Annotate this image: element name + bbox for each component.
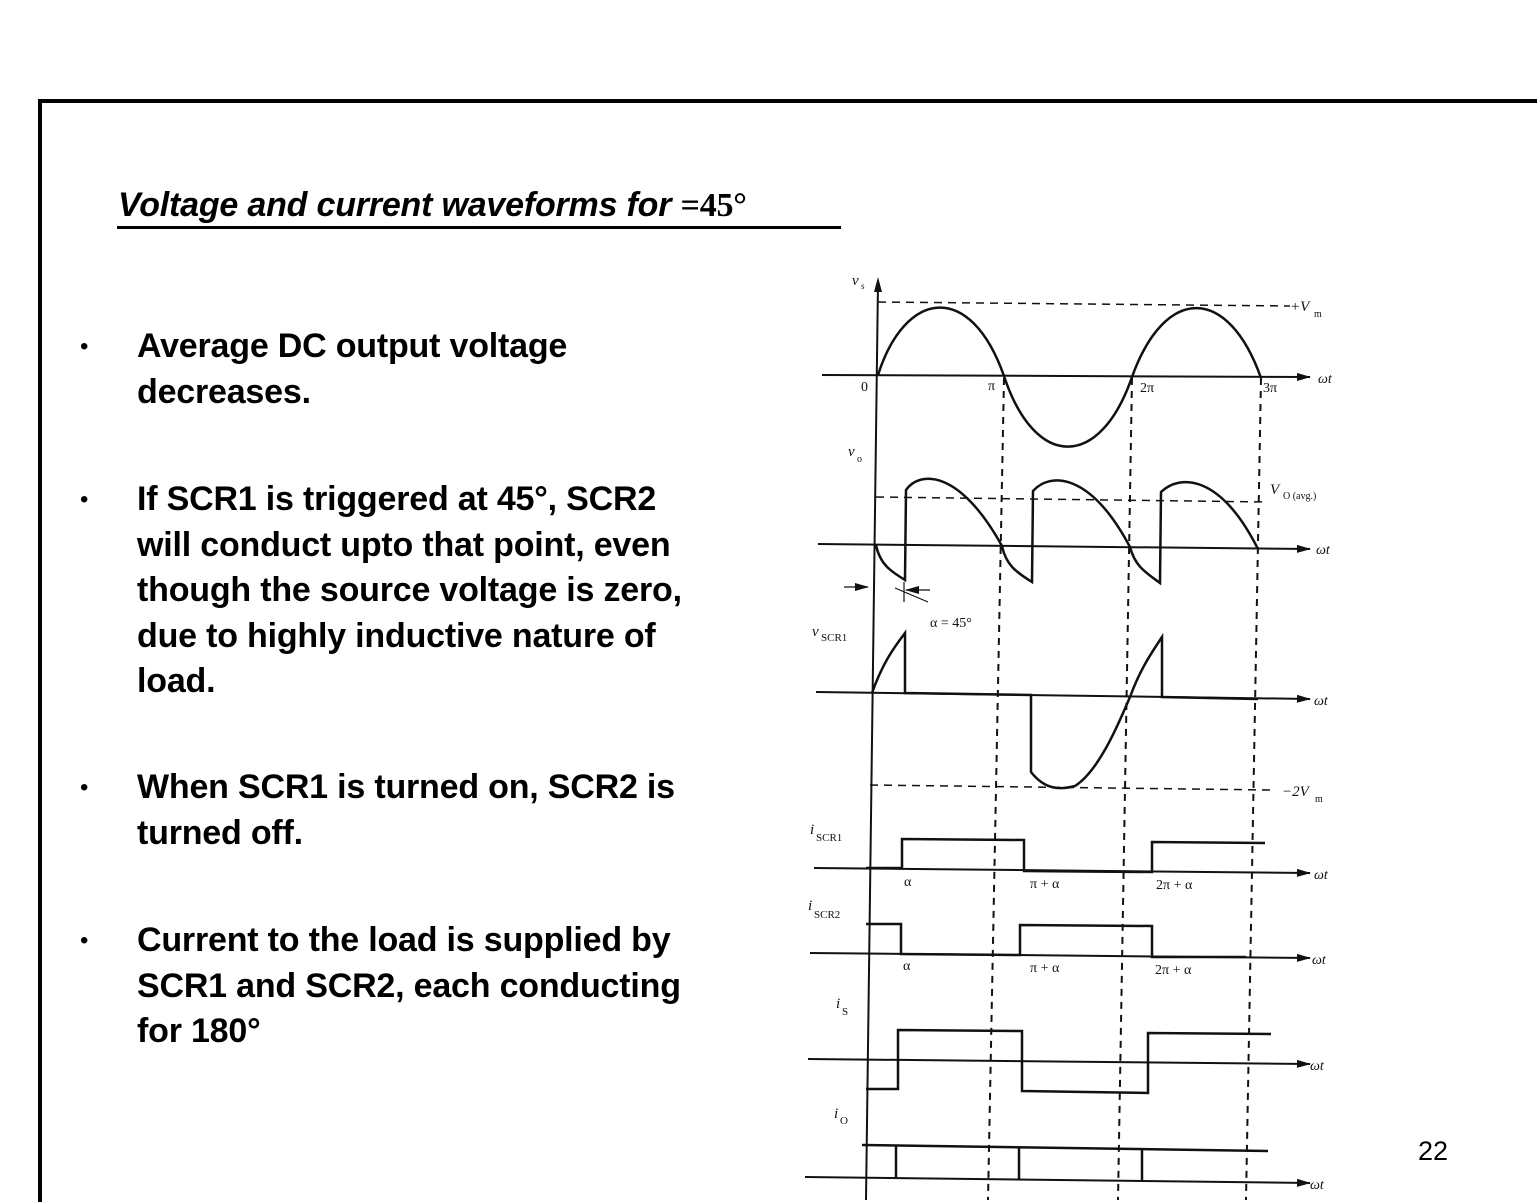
neg-2vm-label: −2V [1282, 784, 1309, 800]
omega-t-label: ωt [1310, 1178, 1324, 1193]
svg-text:o: o [857, 454, 862, 465]
bullet-text: When SCR1 is turned on, SCR2 is turned off. [137, 768, 675, 852]
vo-avg-label: V [1270, 482, 1280, 498]
vm-peak-label: +V [1290, 299, 1310, 315]
svg-text:α: α [904, 875, 912, 890]
omega-t-label: ωt [1316, 543, 1330, 558]
omega-t-label: ωt [1314, 868, 1328, 883]
is-label: i [836, 996, 841, 1012]
omega-t-label: ωt [1318, 372, 1332, 387]
svg-text:2π + α: 2π + α [1155, 963, 1192, 978]
vscr1-label: v [812, 624, 819, 640]
bullet-dot: • [80, 774, 89, 801]
svg-text:π + α: π + α [1030, 961, 1060, 976]
svg-text:SCR1: SCR1 [816, 832, 843, 844]
page-number: 22 [1418, 1136, 1449, 1166]
omega-t-label: ωt [1310, 1059, 1324, 1074]
title-text: Voltage and current waveforms for [118, 186, 681, 224]
axis-arrow-icon [874, 277, 882, 292]
bullet-text: If SCR1 is triggered at 45°, SCR2 will conduct upto that point, even though the source voltage is zero, due to highly inductive nature of load. [137, 480, 682, 700]
tick-3pi: 3π [1263, 381, 1278, 396]
vo-label: v [848, 444, 855, 460]
bullet-dot: • [80, 927, 89, 954]
title-symbol: =45° [680, 187, 747, 224]
svg-text:SCR2: SCR2 [814, 909, 841, 921]
vertical-axis [866, 282, 878, 1200]
svg-text:m: m [1314, 309, 1322, 320]
svg-text:α: α [903, 959, 911, 974]
svg-text:π + α: π + α [1030, 877, 1060, 892]
vs-label: v [852, 273, 859, 289]
io-label: i [834, 1106, 839, 1122]
tick-2pi: 2π [1140, 381, 1155, 396]
iscr2-label: i [808, 898, 813, 914]
svg-text:O (avg.): O (avg.) [1283, 491, 1317, 502]
tick-0: 0 [861, 380, 868, 395]
tick-pi: π [988, 379, 996, 394]
svg-text:s: s [861, 281, 865, 291]
bullet-text: Average DC output voltage decreases. [137, 327, 568, 411]
iscr1-label: i [810, 822, 815, 838]
omega-t-label: ωt [1314, 694, 1328, 709]
bullet-dot: • [80, 486, 89, 513]
svg-text:O: O [840, 1115, 848, 1127]
omega-t-label: ωt [1312, 953, 1326, 968]
svg-text:SCR1: SCR1 [821, 632, 848, 644]
svg-text:S: S [842, 1006, 849, 1018]
bullet-text: Current to the load is supplied by SCR1 and SCR2, each conducting for 180° [137, 921, 681, 1050]
alpha-note: α = 45° [930, 616, 972, 631]
bullet-dot: • [80, 333, 89, 360]
svg-text:2π + α: 2π + α [1156, 878, 1193, 893]
svg-text:m: m [1315, 794, 1323, 805]
